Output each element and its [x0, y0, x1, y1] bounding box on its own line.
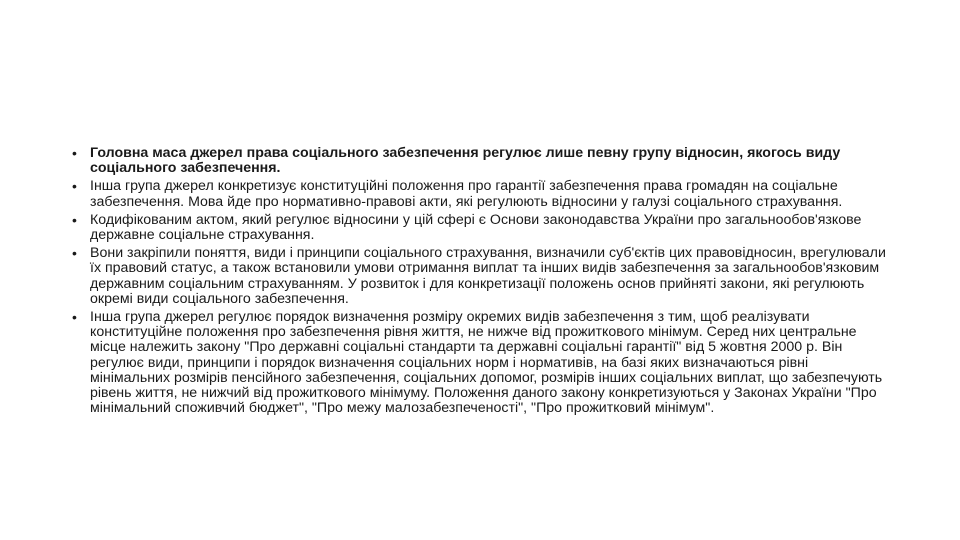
bullet-dot-icon: • — [72, 178, 77, 195]
bullet-dot-icon: • — [72, 245, 77, 262]
bullet-text: Головна маса джерел права соціального забезпечення регулює лише певну групу відносин, якогось виду соціального забезпечення. — [90, 145, 841, 177]
bullet-list — [72, 146, 888, 419]
bullet-text: Вони закріпили поняття, види і принципи соціального страхування, визначили суб'єктів цих правовідносин, врегулювали їх правовий статус, а також встановили умови отримання виплат та інших видів забезпечення за загальнообов'язковим державним соціальним страхуванням. У розвиток і для конкретизації положень основ прийняті закони, які регулюють окремі види соціального забезпечення. — [90, 245, 886, 307]
bullet-dot-icon: • — [72, 211, 77, 228]
bullet-item — [72, 179, 888, 209]
bullet-text: Інша група джерел конкретизує конституційні положення про гарантії забезпечення права громадян на соціальне забезпечення. Мова йде про нормативно-правові акти, які регулюють відносини у галузі соціального страхування. — [90, 178, 843, 210]
bullet-item — [72, 246, 888, 307]
bullet-dot-icon: • — [72, 309, 77, 326]
bullet-text: Кодифікованим актом, який регулює відносини у цій сфері є Основи законодавства України про загальнообов'язкове державне соціальне страхування. — [90, 211, 862, 244]
bullet-item — [72, 310, 888, 416]
bullet-item — [72, 213, 888, 243]
bullet-text: Інша група джерел регулює порядок визначення розміру окремих видів забезпечення з тим, щоб реалізувати конституційне положення про забезпечення рівня життя, не нижче від прожиткового мінімум. Серед них центральне місце належить закону "Про державні соціальні стандарти та державні соціальні гарантії" від 5 жовтня 2000 р. Він регулює види, принципи і порядок визначення соціальних норм і нормативів, на базі яких визначаються рівні мінімальних розмірів пенсійного забезпечення, соціальних допомог, розмірів інших соціальних виплат, що забезпечують рівень життя, не нижчий від прожиткового мінімуму. Положення даного закону конкретизуються у Законах України "Про мінімальний споживчий бюджет", "Про межу малозабезпеченості", "Про прожитковий мінімум". — [90, 309, 883, 417]
bullet-dot-icon: • — [72, 145, 77, 161]
bullet-item — [72, 146, 888, 176]
